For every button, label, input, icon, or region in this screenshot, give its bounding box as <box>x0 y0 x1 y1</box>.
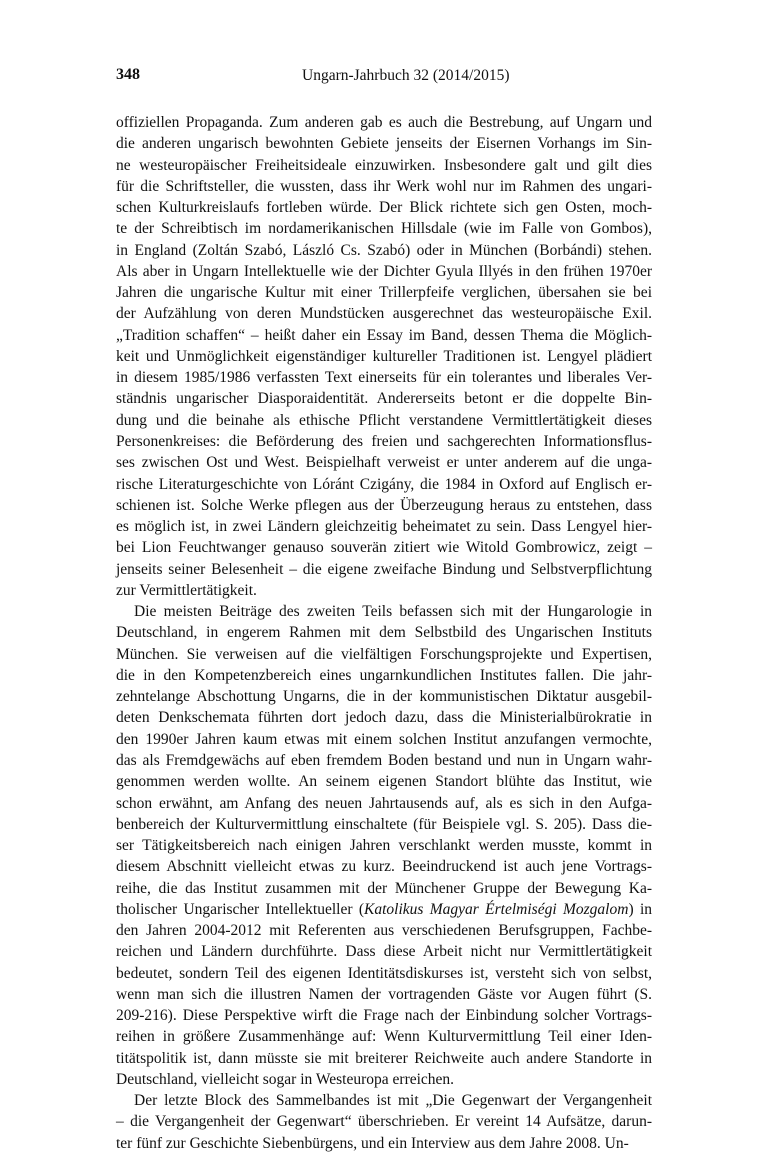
text-line: es möglich ist, in zwei Ländern gleichzeitig beheimatet zu sein. Dass Lengyel hier- <box>116 518 652 536</box>
text-line: offiziellen Propaganda. Zum anderen gab es auch die Bestrebung, auf Ungarn und <box>116 114 652 131</box>
text-line: der Aufzählung von deren Mundstücken ausgerechnet das westeuropäische Exil. <box>116 305 652 323</box>
body-text <box>116 112 652 1154</box>
text-line: ser Tätigkeitsbereich nach einigen Jahren verschlankt werden musste, kommt in <box>116 837 652 855</box>
text-line: reihen in größere Zusammenhänge auf: Wenn Kulturvermittlung Teil einer Iden- <box>116 1028 652 1046</box>
text-line: ter fünf zur Geschichte Siebenbürgens, und ein Interview aus dem Jahre 2008. Un- <box>116 1134 629 1152</box>
text-line: Der letzte Block des Sammelbandes ist mit „Die Gegenwart der Vergangenheit <box>134 1092 652 1110</box>
text-line: diesem Abschnitt vielleicht etwas zu kurz. Beeindruckend ist auch jene Vortrags- <box>116 858 652 876</box>
page-number: 348 <box>116 66 140 83</box>
text-line: in diesem 1985/1986 verfassten Text einerseits für ein tolerantes und liberales Ver- <box>116 369 652 387</box>
text-line: ständnis ungarischer Diasporaidentität. Andererseits betont er die doppelte Bin- <box>116 390 652 408</box>
text-line: zehntelange Abschottung Ungarns, die in der kommunistischen Diktatur ausgebil- <box>116 688 652 706</box>
text-line: bei Lion Feuchtwanger genauso souverän zitiert wie Witold Gombrowicz, zeigt – <box>116 539 652 557</box>
text-line: te der Schreibtisch im nordamerikanischen Hillsdale (wie im Falle von Gombos), <box>116 220 652 238</box>
text-line: München. Sie verweisen auf die vielfältigen Forschungsprojekte und Expertisen, <box>116 645 652 663</box>
text-line: bedeutet, sondern Teil des eigenen Identitätsdiskurses ist, versteht sich von selbst, <box>116 964 652 982</box>
text-line: ne westeuropäischer Freiheitsideale einzuwirken. Insbesondere galt und gilt dies <box>116 156 652 174</box>
text-line: die in den Kompetenzbereich eines ungarnkundlichen Institutes fallen. Die jahr- <box>116 666 652 684</box>
text-line: ses zwischen Ost und West. Beispielhaft verweist er unter anderem auf die unga- <box>116 454 652 472</box>
italic-title: Katolikus Magyar Értelmiségi Mozgalom <box>364 900 629 918</box>
running-head: Ungarn-Jahrbuch 32 (2014/2015) <box>302 67 510 84</box>
text-line: benbereich der Kulturvermittlung einschaltete (für Beispiele vgl. S. 205). Dass die- <box>116 815 652 833</box>
text-line: Personenkreises: die Beförderung des freien und sachgerechten Informationsflus- <box>116 432 652 450</box>
text-line: das als Fremdgewächs auf eben fremdem Boden bestand und nun in Ungarn wahr- <box>116 751 652 769</box>
text-line: Deutschland, vielleicht sogar in Westeuropa erreichen. <box>116 1070 455 1088</box>
text-line: keit und Unmöglichkeit eigenständiger kultureller Traditionen ist. Lengyel plädiert <box>116 347 652 365</box>
text-line: in England (Zoltán Szabó, László Cs. Szabó) oder in München (Borbándi) stehen. <box>116 241 652 259</box>
text-line: reichen und Ländern durchführte. Dass diese Arbeit nicht nur Vermittlertätigkeit <box>116 943 652 961</box>
text-line: Deutschland, in engerem Rahmen mit dem Selbstbild des Ungarischen Instituts <box>116 624 652 642</box>
text-line: den Jahren 2004-2012 mit Referenten aus verschiedenen Berufsgruppen, Fachbe- <box>116 922 652 940</box>
paragraph <box>116 1090 652 1154</box>
text-line: für die Schriftsteller, die wussten, dass ihr Werk wohl nur im Rahmen des ungari- <box>116 177 652 195</box>
text-line: schon erwähnt, am Anfang des neuen Jahrtausends auf, als es sich in den Aufga- <box>116 794 652 812</box>
text-line: 209-216). Diese Perspektive wirft die Frage nach der Einbindung solcher Vortrags- <box>116 1007 652 1025</box>
text-line: titätspolitik ist, dann müsste sie mit breiterer Reichweite auch andere Standorte in <box>116 1049 652 1067</box>
text-line: Als aber in Ungarn Intellektuelle wie der Dichter Gyula Illyés in den frühen 1970er <box>116 262 652 280</box>
text-line: den 1990er Jahren kaum etwas mit einem solchen Institut anzufangen vermochte, <box>116 730 652 748</box>
text-line: zur Vermittlertätigkeit. <box>116 581 257 599</box>
text-line: Jahren die ungarische Kultur mit einer Trillerpfeife verglichen, übersahen sie bei <box>116 284 652 302</box>
text-line: deten Denkschemata führten dort jedoch dazu, dass die Ministerialbürokratie in <box>116 709 652 727</box>
text-line: wenn man sich die illustren Namen der vortragenden Gäste vor Augen führt (S. <box>116 985 652 1003</box>
text-line: Die meisten Beiträge des zweiten Teils befassen sich mit der Hungarologie in <box>134 603 652 621</box>
text-line: tholischer Ungarischer Intellektueller (Katolikus Magyar Értelmiségi Mozgalom) in <box>116 900 652 918</box>
paragraph <box>116 601 652 1090</box>
text-line: schen Kulturkreislaufs fortleben würde. Der Blick richtete sich gen Osten, moch- <box>116 199 652 217</box>
text-line: „Tradition schaffen“ – heißt daher ein Essay im Band, dessen Thema die Möglich- <box>116 326 652 344</box>
text-line: reihe, die das Institut zusammen mit der Münchener Gruppe der Bewegung Ka- <box>116 879 652 897</box>
paragraph <box>116 112 652 601</box>
text-line: rische Literaturgeschichte von Lóránt Czigány, die 1984 in Oxford auf Englisch er- <box>116 475 652 493</box>
text-line: genommen werden wollte. An seinem eigenen Standort blühte das Institut, wie <box>116 773 652 791</box>
text-line: jenseits seiner Belesenheit – die eigene zweifache Bindung und Selbstverpflichtung <box>116 560 652 578</box>
text-line: – die Vergangenheit der Gegenwart“ überschrieben. Er vereint 14 Aufsätze, darun- <box>116 1113 652 1131</box>
text-line: die anderen ungarisch bewohnten Gebiete jenseits der Eisernen Vorhangs im Sin- <box>116 135 652 153</box>
text-line: schienen ist. Solche Werke pflegen aus der Überzeugung heraus zu entstehen, dass <box>116 496 652 514</box>
page-header <box>116 66 652 90</box>
text-line: dung und die beinahe als ethische Pflicht verstandene Vermittlertätigkeit dieses <box>116 411 652 429</box>
